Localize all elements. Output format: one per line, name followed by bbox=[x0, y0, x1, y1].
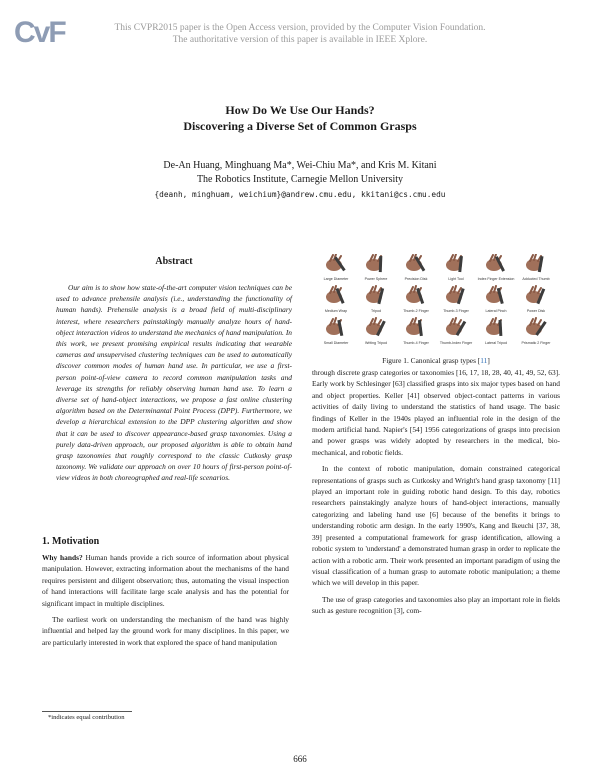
grasp-photo bbox=[406, 254, 425, 272]
grasp-label: Large Diameter bbox=[323, 277, 349, 281]
footnote: *indicates equal contribution bbox=[48, 714, 125, 721]
grasp-label: Thumb-Index Finger bbox=[439, 341, 473, 345]
open-access-banner bbox=[105, 22, 495, 46]
grasp-photo bbox=[366, 318, 386, 336]
right-paragraph-2: In the context of robotic manipulation, domain constrained categorical representations of grasps such as Cutkosky and Wright's hand grasp taxonomy [11] played an important role in guiding robotic hand design. To this day, robotics researchers painstakingly analyze hours of hand-object interactions, manually categorizing and labeling hand use [6] because of the benefits it brings to understanding robotic arm design. In the early 1990's, Kang and Ikeuchi [37, 38, 39] presented a computational framework for grasp identification, allowing a robotic system to 'understand' a demonstrated human grasp in order to replicate the action with a robotic arm. Their work presented an important paradigm of using the visual classification of a human grasp to automate robotic manipulation; a theme which we will develop in this paper. bbox=[312, 464, 560, 588]
grasp-photo bbox=[406, 318, 423, 336]
abstract-heading: Abstract bbox=[155, 256, 193, 267]
institution: The Robotics Institute, Carnegie Mellon University bbox=[196, 174, 404, 185]
grasp-photo bbox=[486, 318, 502, 336]
grasp-photo bbox=[446, 254, 463, 272]
grasp-label: Lateral Pinch bbox=[485, 309, 507, 313]
grasp-label: Medium Wrap bbox=[324, 309, 348, 313]
banner-line-2: The authoritative version of this paper is available in IEEE Xplore. bbox=[172, 35, 428, 45]
caption-text: Figure 1. Canonical grasp types [ bbox=[382, 356, 481, 365]
right-column-body bbox=[312, 367, 560, 622]
grasp-label: Power Sphere bbox=[364, 277, 388, 281]
grasp-photo bbox=[446, 286, 465, 304]
motivation-paragraph-1: Human hands provide a rich source of information about physical manipulation. However, extracting information about the mechanisms of the hand requires persistent and diligent observation; thus, automating the visual inspection of hand interactions will facilitate large scale analysis and has the potential for significant impact in multiple disciplines. bbox=[42, 553, 289, 608]
motivation-paragraph-2: The earliest work on understanding the mechanism of the hand was highly influential and helped lay the ground work for many disciplines. In this paper, we are particularly interested in work that explored the space of hand manipulation bbox=[42, 615, 289, 647]
grasp-photo bbox=[486, 286, 504, 304]
grasp-label: Prismatic 2 Finger bbox=[521, 341, 551, 345]
author-emails: {deanh, minghuam, weichium}@andrew.cmu.edu, kkitani@cs.cmu.edu bbox=[154, 190, 446, 199]
grasp-label: Power Disk bbox=[526, 309, 546, 313]
grasp-label: Thumb-4 Finger bbox=[403, 341, 429, 345]
right-paragraph-3: The use of grasp categories and taxonomies also play an important role in fields such as gesture recognition [3], com- bbox=[312, 594, 560, 616]
svg-text:CvF: CvF bbox=[14, 16, 65, 48]
grasp-photo bbox=[326, 318, 343, 336]
right-paragraph-1: through discrete grasp categories or taxonomies [16, 17, 18, 28, 40, 41, 49, 52, 63]. Early work by Schlesinger [63] classified grasps into six major types based on hand and object properties. Keller [41] observed object-contact patterns in various activities of daily living to understand the statistics of hand usage. The basic findings of Keller in the 1940s played an influential role in the design of the modern artificial hand. Napier's [54] 1956 categorizations of grasps into precision and power grasps was widely adopted by researchers in the medical, bio-mechanical, and robotic fields. bbox=[312, 368, 560, 457]
grasp-label: Light Tool bbox=[448, 277, 464, 281]
paper-title-line-2: Discovering a Diverse Set of Common Grasps bbox=[183, 119, 417, 133]
grasp-photo bbox=[366, 286, 384, 304]
grasp-photo bbox=[366, 254, 382, 272]
grasp-label: Writing Tripod bbox=[364, 341, 388, 345]
page-number: 666 bbox=[293, 754, 307, 764]
cvf-logo bbox=[12, 14, 84, 48]
grasp-photo bbox=[326, 254, 346, 271]
grasp-photo bbox=[526, 286, 545, 304]
abstract-body bbox=[56, 282, 292, 484]
grasp-types-figure bbox=[316, 254, 556, 350]
grasp-label: Precision Disk bbox=[404, 277, 428, 281]
grasp-label: Index Finger Extension bbox=[477, 277, 515, 281]
grasp-photo bbox=[526, 254, 544, 272]
grasp-photo bbox=[526, 318, 547, 336]
figure-1-caption bbox=[312, 356, 560, 365]
grasp-label: Small Diameter bbox=[323, 341, 349, 345]
caption-citation-link[interactable]: 11 bbox=[480, 356, 488, 365]
caption-end: ] bbox=[487, 356, 490, 365]
grasp-label: Adducted Thumb bbox=[522, 277, 550, 281]
left-column-body bbox=[42, 552, 289, 653]
grasp-label: Lateral Tripod bbox=[485, 341, 507, 345]
grasp-photo bbox=[406, 286, 424, 304]
grasp-photo bbox=[486, 254, 505, 272]
footnote-rule bbox=[42, 711, 132, 712]
grasp-photo bbox=[446, 318, 466, 336]
abstract-text: Our aim is to show how state-of-the-art computer vision techniques can be used to advance prehensile analysis (i.e., understanding the functionality of human hands). Prehensile analysis is a broad field of multi-disciplinary interest, where researchers painstakingly manually analyze hours of hand-object interaction videos to understand the mechanics of hand manipulation. In this work, we present promising empirical results indicating that wearable cameras and unsupervised clustering techniques can be used to automatically discover common modes of human hand use. In particular, we use a first-person point-of-view camera to record common manipulation tasks and leverage its strengths for reliably observing human hand use. To learn a diverse set of hand-object interactions, we propose a fast online clustering algorithm based on the Determinantal Point Process (DPP). Furthermore, we develop a hierarchical extension to the DPP clustering algorithm and show that it can be used to discover appearance-based grasp taxonomies. Using a purely data-driven approach, our proposed algorithm is able to obtain hand grasp taxonomies that roughly correspond to the classic Cutkosky grasp taxonomy. We validate our approach on over 10 hours of first-person point-of-view videos in both choreographed and real-life scenarios. bbox=[56, 283, 292, 483]
grasp-label: Thumb-3 Finger bbox=[443, 309, 469, 313]
section-heading-motivation: 1. Motivation bbox=[42, 536, 100, 547]
grasp-photo bbox=[326, 286, 345, 304]
grasp-label: Thumb-2 Finger bbox=[403, 309, 429, 313]
banner-line-1: This CVPR2015 paper is the Open Access version, provided by the Computer Vision Foundation. bbox=[114, 23, 486, 33]
lead-in-why-hands: Why hands? bbox=[42, 553, 83, 562]
author-list: De-An Huang, Minghuang Ma*, Wei-Chiu Ma*, and Kris M. Kitani bbox=[163, 160, 437, 171]
grasp-label: Tripod bbox=[370, 309, 382, 313]
paper-title-line-1: How Do We Use Our Hands? bbox=[225, 103, 375, 117]
